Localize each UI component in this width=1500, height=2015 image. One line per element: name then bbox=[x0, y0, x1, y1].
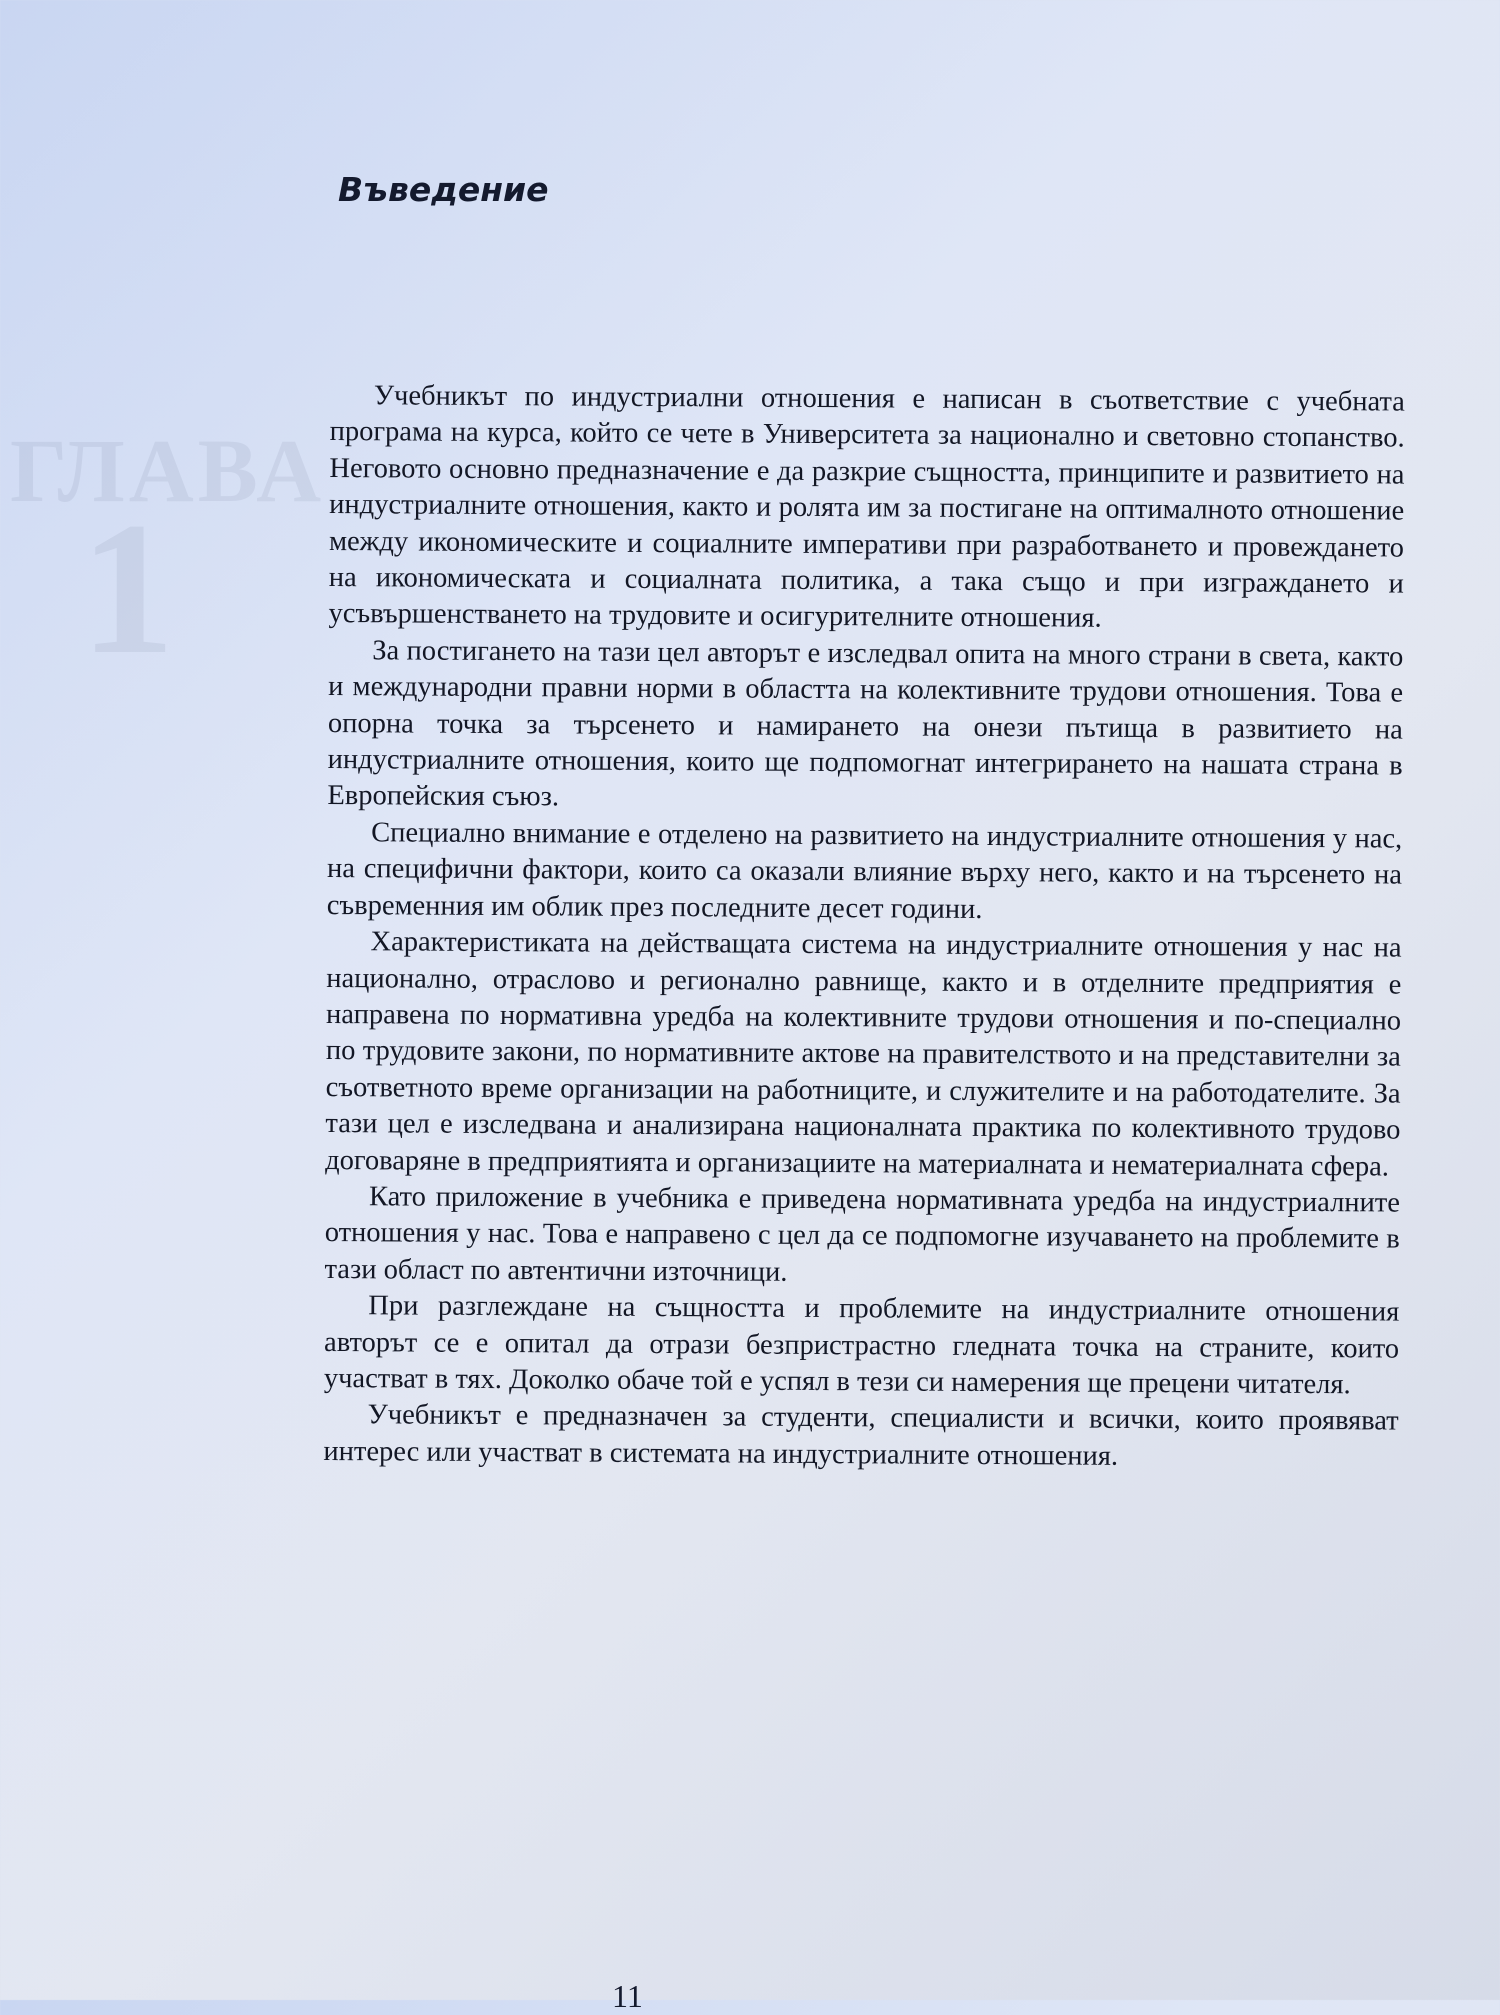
paragraph: Учебникът по индустриални отношения е написан в съответствие с учебната програма на курса, който се чете в Университета за национално и световно стопанство. Неговото основно предназначение е да разкрие същността, принципите и развитието на индустриалните отношения, както и ролята им за постигане на оптималното отношение между икономическите и социалните императиви при разработването и провеждането на икономическата и социалната политика, а така също и при изграждането и усъвършенстването на трудовите и осигурителните отношения. bbox=[328, 380, 1405, 635]
page-heading: Въведение bbox=[338, 170, 549, 209]
paragraph: Учебникът е предназначен за студенти, специалисти и всички, които проявяват интерес или участват в системата на индустриалните отношения. bbox=[323, 1399, 1399, 1472]
paragraph: Характеристиката на действащата система на индустриалните отношения у нас на национално, отраслово и регионално равнище, както и в отделните предприятия е направена по нормативна уредба на колективните трудови отношения и по-специално по трудовите закони, по нормативните актове на правителството и на представителни за съответното време организации на работниците, и служителите и на работодателите. За тази цел е изследвана и анализирана националната практика по колективното трудово договаряне в предприятията и организациите на материалната и нематериалната сфера. bbox=[325, 926, 1402, 1183]
bleed-through-decoration: ГЛАВА bbox=[10, 422, 326, 521]
paragraph: Като приложение в учебника е приведена нормативната уредба на индустриалните отношения у нас. Това е направено с цел да се подпомогне изучаването на проблемите в тази област по автентични източници. bbox=[324, 1181, 1401, 1288]
paragraph: При разглеждане на същността и проблемите на индустриалните отношения авторът се е опитал да отрази безпристрастно гледната точка на страните, които участват в тях. Доколко обаче той е успял в тези си намерения ще прецени читателя. bbox=[323, 1290, 1400, 1401]
bleed-through-decoration: 1 bbox=[80, 484, 175, 694]
paragraph: За постигането на тази цел авторът е изследвал опита на много страни в света, както и международни правни норми в областта на колективните трудови отношения. Това е опорна точка за търсенето и намирането на онези пътища в развитието на индустриалните отношения, които ще подпомогнат интегрирането на нашата страна в Европейския съюз. bbox=[327, 635, 1404, 813]
page-number: 11 bbox=[612, 1978, 643, 2014]
body-text bbox=[323, 378, 1405, 1477]
paragraph: Специално внимание е отделено на развитието на индустриалните отношения у нас, на специфични фактори, които са оказали влияние върху него, както и на търсенето на съвременния им облик през последните десет години. bbox=[326, 817, 1403, 925]
